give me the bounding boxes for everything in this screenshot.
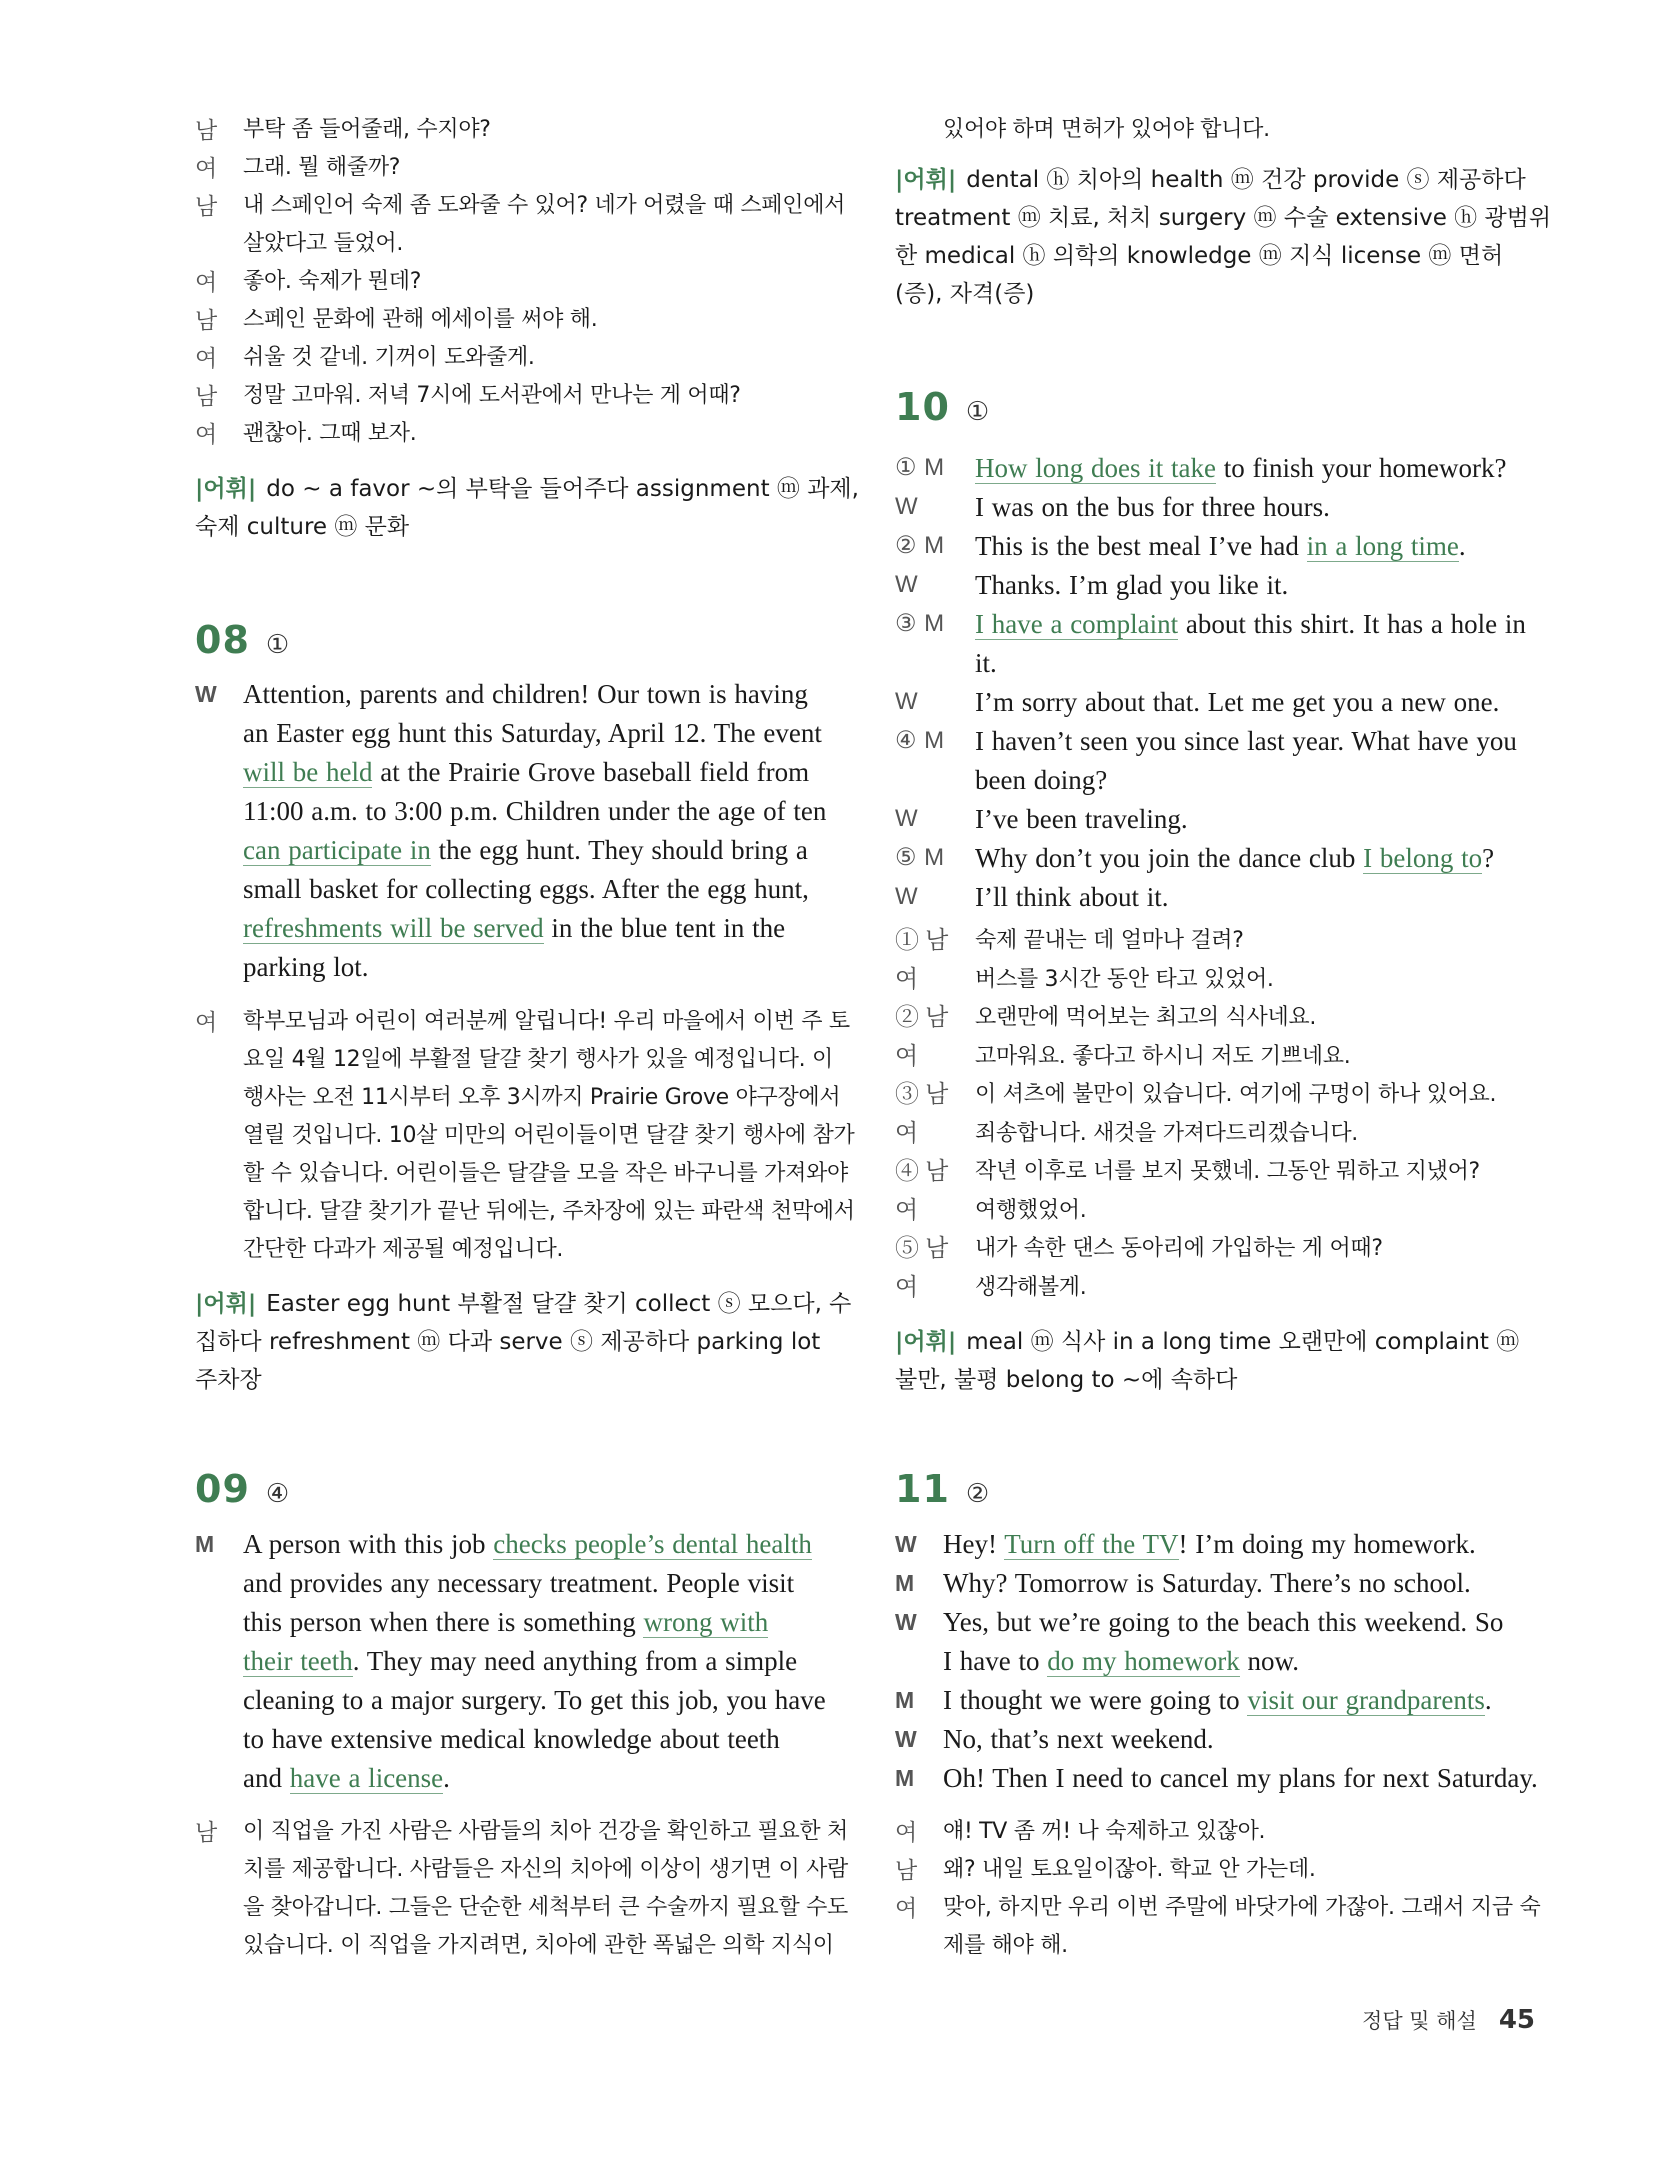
text-span: 불만, 불평 belong to ~에 속하다 (895, 1367, 1238, 1393)
highlight-phrase: their teeth (243, 1646, 353, 1676)
speaker-label: W (895, 1726, 917, 1752)
text-span: 괜찮아. 그때 보자. (243, 421, 417, 446)
script-text: I’m sorry about that. Let me get you a new one. (975, 687, 1500, 717)
speaker-label: M (895, 1687, 915, 1713)
speaker-label: 남 (895, 1857, 917, 1883)
script-text: ? (1482, 843, 1495, 873)
text-span: 내 스페인어 숙제 좀 도와줄 수 있어? 네가 어렸을 때 스페인에서 (243, 193, 846, 218)
text-span: and (243, 1763, 290, 1793)
text-span: A person with this job (243, 1529, 494, 1559)
vocab-tag: |어휘| (895, 1329, 957, 1355)
text-span: 집하다 refreshment ⓜ 다과 serve ⓢ 제공하다 parking lot (195, 1329, 821, 1355)
translation-text: 이 셔츠에 불만이 있습니다. 여기에 구멍이 하나 있어요. (975, 1082, 1497, 1107)
vocab-line (895, 237, 1535, 275)
speaker-label: W (895, 688, 918, 715)
text-span: meal ⓜ 식사 in a long time 오랜만에 complaint ⓜ (966, 1329, 1520, 1355)
text-span: 좋아. 숙제가 뭔데? (243, 269, 422, 294)
script-text: I thought we were going to (943, 1685, 1248, 1715)
text-span: 을 찾아갑니다. 그들은 단순한 세척부터 큰 수술까지 필요할 수도 (243, 1895, 848, 1920)
text-span: 치를 제공합니다. 사람들은 자신의 치아에 이상이 생기면 이 사람 (243, 1857, 848, 1882)
text-span: small basket for collecting eggs. After the egg hunt, (243, 874, 809, 904)
script-text: No, that’s next weekend. (943, 1724, 1214, 1754)
text-span: (증), 자격(증) (895, 281, 1035, 307)
speaker-label: W (895, 571, 918, 598)
text-span: 열릴 것입니다. 10살 미만의 어린이들이면 달걀 찾기 행사에 참가 (243, 1123, 855, 1148)
text-span: 그래. 뭘 해줄까? (243, 155, 401, 180)
text-span: ④ (265, 1479, 290, 1509)
speaker-label: 남 (195, 193, 217, 219)
text-span: at the Prairie Grove baseball field from (372, 757, 810, 787)
vocab-line (195, 508, 835, 546)
text-span: this person when there is something (243, 1607, 644, 1637)
script-text: I haven’t seen you since last year. What have you (975, 726, 1517, 756)
translation-text: 고마워요. 좋다고 하시니 저도 기쁘네요. (975, 1043, 1351, 1069)
speaker-label: W (195, 681, 217, 707)
vocab-line (195, 1361, 835, 1399)
vocab-line (895, 1323, 1535, 1361)
text-span: 이 직업을 가진 사람은 사람들의 치아 건강을 확인하고 필요한 처 (243, 1819, 848, 1844)
text-span: 11 (895, 1467, 950, 1511)
translation-text: 제를 해야 해. (943, 1933, 1068, 1958)
highlight-phrase: How long does it take (975, 453, 1216, 483)
speaker-label: W (895, 805, 918, 832)
highlight-phrase: do my homework (1047, 1646, 1240, 1676)
vocab-tag: |어휘| (895, 167, 957, 193)
text-span: ① (265, 630, 290, 660)
text-span: 09 (195, 1467, 250, 1511)
speaker-label: 여 (895, 965, 918, 993)
speaker-label: 여 (195, 421, 217, 447)
translation-text: 죄송합니다. 새것을 가져다드리겠습니다. (975, 1120, 1358, 1146)
vocab-tag: |어휘| (195, 1291, 257, 1317)
vocab-line (895, 275, 1535, 313)
speaker-label: 여 (895, 1819, 917, 1845)
script-text: been doing? (975, 765, 1108, 795)
text-span: 11:00 a.m. to 3:00 p.m. Children under the age of ten (243, 796, 827, 826)
speaker-label: ⑤ 남 (895, 1235, 948, 1262)
translation-text: 생각해볼게. (975, 1274, 1087, 1300)
text-span: 행사는 오전 11시부터 오후 3시까지 Prairie Grove 야구장에서 (243, 1085, 841, 1110)
text-span: 숙제 culture ⓜ 문화 (195, 514, 410, 540)
speaker-label: ② 남 (895, 1004, 948, 1031)
text-span: 한 medical ⓗ 의학의 knowledge ⓜ 지식 license ⓜ 면허 (895, 243, 1504, 269)
highlight-phrase: have a license (289, 1763, 444, 1793)
script-text: about this shirt. It has a hole in (1178, 609, 1526, 639)
text-span: 쉬울 것 같네. 기꺼이 도와줄게. (243, 345, 535, 370)
script-text: Thanks. I’m glad you like it. (975, 570, 1289, 600)
speaker-label: ① 남 (895, 927, 948, 954)
speaker-label: W (895, 1609, 917, 1635)
vocab-line (895, 199, 1552, 237)
vocab-line (895, 161, 1535, 199)
script-text: Hey! (943, 1529, 1005, 1559)
speaker-label: 남 (195, 1819, 217, 1845)
script-text: I was on the bus for three hours. (975, 492, 1330, 522)
text-span: 있습니다. 이 직업을 가지려면, 치아에 관한 폭넓은 의학 지식이 (243, 1933, 834, 1958)
translation-text: 오랜만에 먹어보는 최고의 식사네요. (975, 1005, 1317, 1030)
text-span: ② (965, 1479, 990, 1509)
highlight-phrase: refreshments will be served (243, 913, 544, 943)
speaker-label: ① M (895, 454, 945, 481)
translation-text: 숙제 끝내는 데 얼마나 걸려? (975, 928, 1244, 953)
highlight-phrase: visit our grandparents (1247, 1685, 1485, 1715)
highlight-phrase: will be held (243, 757, 373, 787)
speaker-label: W (895, 493, 918, 520)
speaker-label: 여 (895, 1119, 918, 1147)
section-heading-09 (195, 1467, 289, 1511)
text-span: cleaning to a major surgery. To get this job, you have (243, 1685, 826, 1715)
speaker-label: 여 (195, 1009, 217, 1035)
speaker-label: 남 (195, 383, 217, 409)
translation-text: 여행했었어. (975, 1197, 1087, 1223)
speaker-label: M (195, 1531, 215, 1557)
speaker-label: 남 (195, 117, 217, 143)
translation-text: 왜? 내일 토요일이잖아. 학교 안 가는데. (943, 1857, 1316, 1882)
text-span: the egg hunt. They should bring a (430, 835, 808, 865)
text-span: 정말 고마워. 저녁 7시에 도서관에서 만나는 게 어때? (243, 383, 741, 408)
page-number: 45 (1498, 2005, 1535, 2035)
page-footer (1362, 2005, 1535, 2035)
text-span: an Easter egg hunt this Saturday, April 12. The event (243, 718, 822, 748)
speaker-label: M (895, 1765, 915, 1791)
text-span: dental ⓗ 치아의 health ⓜ 건강 provide ⓢ 제공하다 (966, 167, 1526, 193)
text-span: treatment ⓜ 치료, 처치 surgery ⓜ 수술 extensive ⓗ 광범위 (895, 205, 1552, 231)
speaker-label: ④ 남 (895, 1158, 948, 1185)
highlight-phrase: wrong with (643, 1607, 769, 1637)
speaker-label: ⑤ M (895, 844, 945, 871)
section-heading-08 (195, 618, 289, 662)
text-span: parking lot. (243, 952, 369, 982)
text-span: 할 수 있습니다. 어린이들은 달걀을 모을 작은 바구니를 가져와야 (243, 1161, 848, 1186)
text-span: 학부모님과 어린이 여러분께 알립니다! 우리 마을에서 이번 주 토 (243, 1009, 850, 1034)
speaker-label: ② M (895, 532, 945, 559)
text-span: 스페인 문화에 관해 에세이를 써야 해. (243, 307, 598, 332)
text-span: 간단한 다과가 제공될 예정입니다. (243, 1237, 564, 1262)
text-span: Attention, parents and children! Our town is having (243, 679, 808, 709)
section-heading-11 (895, 1467, 989, 1511)
speaker-label: 여 (895, 1196, 918, 1224)
highlight-phrase: can participate in (243, 835, 431, 865)
translation-text: 작년 이후로 너를 보지 못했네. 그동안 뭐하고 지냈어? (975, 1159, 1480, 1184)
speaker-label: 여 (195, 345, 217, 371)
text-span: and provides any necessary treatment. People visit (243, 1568, 795, 1598)
translation-text: 얘! TV 좀 꺼! 나 숙제하고 있잖아. (943, 1819, 1266, 1844)
speaker-label: W (895, 883, 918, 910)
text-span: 요일 4월 12일에 부활절 달걀 찾기 행사가 있을 예정입니다. 이 (243, 1047, 833, 1072)
script-text: ! I’m doing my homework. (1178, 1529, 1476, 1559)
vocab-line (895, 1361, 1535, 1399)
highlight-phrase: Turn off the TV (1004, 1529, 1179, 1559)
text-span: 부탁 좀 들어줄래, 수지야? (243, 117, 491, 142)
text-span: in the blue tent in the (543, 913, 786, 943)
script-text: This is the best meal I’ve had (975, 531, 1307, 561)
text-span: ① (965, 397, 990, 427)
highlight-phrase: checks people’s dental health (493, 1529, 812, 1559)
highlight-phrase: I belong to (1363, 843, 1483, 873)
highlight-phrase: in a long time (1306, 531, 1459, 561)
speaker-label: ③ 남 (895, 1081, 948, 1108)
speaker-label: 여 (895, 1042, 918, 1070)
script-text: to finish your homework? (1215, 453, 1507, 483)
script-text: now. (1239, 1646, 1299, 1676)
footer-label: 정답 및 해설 (1362, 2009, 1477, 2033)
script-text: Why? Tomorrow is Saturday. There’s no school. (943, 1568, 1471, 1598)
vocab-line (195, 1323, 835, 1361)
text-span: . (443, 1763, 450, 1793)
script-text: it. (975, 648, 997, 678)
script-text: . (1484, 1685, 1492, 1715)
speaker-label: 여 (195, 155, 217, 181)
translation-text: 버스를 3시간 동안 타고 있었어. (975, 966, 1274, 992)
script-text: . (1458, 531, 1466, 561)
text-span: 있어야 하며 면허가 있어야 합니다. (943, 117, 1270, 142)
speaker-label: 여 (195, 269, 217, 295)
text-span: 10 (895, 385, 950, 429)
translation-text: 맞아, 하지만 우리 이번 주말에 바닷가에 가잖아. 그래서 지금 숙 (943, 1895, 1541, 1920)
script-text: Yes, but we’re going to the beach this weekend. So (943, 1607, 1504, 1637)
speaker-label: 남 (195, 307, 217, 333)
vocab-line (195, 1285, 852, 1323)
text-span: . They may need anything from a simple (352, 1646, 798, 1676)
speaker-label: 여 (895, 1273, 918, 1301)
text-span: Easter egg hunt 부활절 달걀 찾기 collect ⓢ 모으다, 수 (266, 1291, 852, 1317)
text-span: 살았다고 들었어. (243, 231, 404, 256)
text-span: do ~ a favor ~의 부탁을 들어주다 assignment ⓜ 과제, (266, 476, 859, 502)
speaker-label: W (895, 1531, 917, 1557)
text-span: 08 (195, 618, 250, 662)
script-text: I’ll think about it. (975, 882, 1169, 912)
highlight-phrase: I have a complaint (975, 609, 1179, 639)
vocab-tag: |어휘| (195, 476, 257, 502)
text-span: 합니다. 달걀 찾기가 끝난 뒤에는, 주차장에 있는 파란색 천막에서 (243, 1199, 855, 1224)
script-text: I have to (943, 1646, 1048, 1676)
text-span: to have extensive medical knowledge about teeth (243, 1724, 780, 1754)
script-text: Why don’t you join the dance club (975, 843, 1364, 873)
vocab-line (195, 470, 859, 508)
script-text: I’ve been traveling. (975, 804, 1188, 834)
speaker-label: ③ M (895, 610, 945, 637)
script-text: Oh! Then I need to cancel my plans for next Saturday. (943, 1763, 1538, 1793)
speaker-label: 여 (895, 1895, 917, 1921)
section-heading-10 (895, 385, 989, 429)
text-span: 주차장 (195, 1367, 262, 1393)
speaker-label: M (895, 1570, 915, 1596)
speaker-label: ④ M (895, 727, 945, 754)
translation-text: 내가 속한 댄스 동아리에 가입하는 게 어때? (975, 1236, 1383, 1261)
